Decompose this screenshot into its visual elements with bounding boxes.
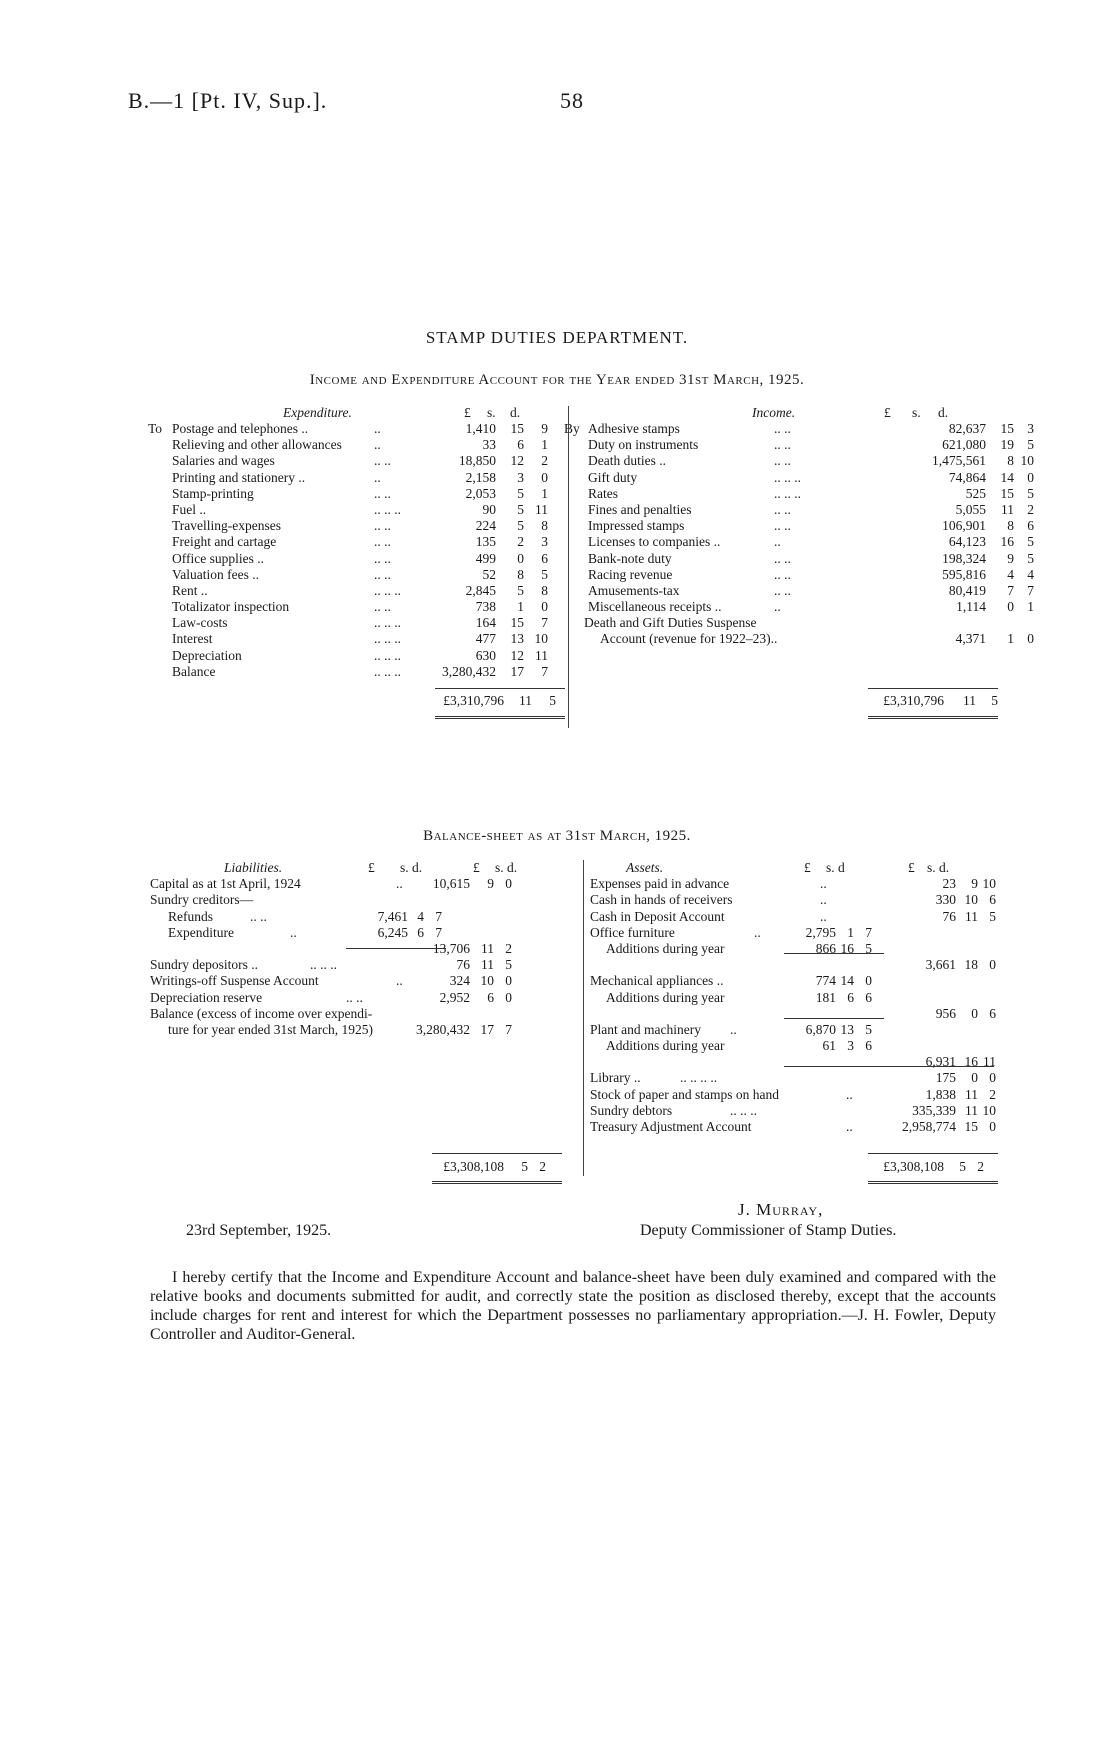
creditors-subtotal-rule <box>346 948 446 949</box>
asset-row: Cash in Deposit Account .. 76 11 5 <box>590 908 996 924</box>
expenditure-row <box>148 421 558 437</box>
col-pounds: £ <box>884 405 891 420</box>
exp-total-pence: 5 <box>549 693 556 708</box>
expenditure-row-leader: .. <box>374 437 381 453</box>
report-date: 23rd September, 1925. <box>186 1222 332 1239</box>
exp-double-rule <box>435 716 565 719</box>
income-row-leader: .. .. <box>774 550 791 566</box>
assets-total <box>848 1159 998 1175</box>
expenditure-row <box>148 453 558 469</box>
expenditure-row-leader: .. .. .. <box>374 631 401 647</box>
expenditure-row-pence: 8 <box>541 518 548 534</box>
col-shillings: s. <box>487 405 496 420</box>
expenditure-row <box>148 486 558 502</box>
income-row-pounds: 1,475,561 <box>932 453 986 469</box>
income-row-label: Account (revenue for 1922–23).. <box>600 631 778 647</box>
income-row-shillings: 8 <box>1007 453 1014 469</box>
income-row-leader: .. .. <box>774 566 791 582</box>
col-shillings-pence: s. d. <box>400 860 423 875</box>
inc-total <box>848 693 998 709</box>
income-row-shillings: 16 <box>1000 534 1014 550</box>
income-row-pounds: 74,864 <box>948 469 986 485</box>
expenditure-row <box>148 534 558 550</box>
expenditure-row <box>148 664 558 680</box>
expenditure-row-pence: 11 <box>535 647 548 663</box>
assets-total-pounds: £3,308,108 <box>883 1159 944 1174</box>
exp-total-rule <box>435 688 565 689</box>
expenditure-row-pounds: 2,158 <box>465 469 496 485</box>
exp-total-pounds: £3,310,796 <box>443 693 504 708</box>
liability-row: Expenditure .. 6,245 6 7 <box>168 924 442 940</box>
page-reference: B.—1 [Pt. IV, Sup.]. <box>128 88 328 113</box>
income-row-label: Impressed stamps <box>588 518 685 534</box>
expenditure-row-shillings: 5 <box>517 518 524 534</box>
expenditure-row-shillings: 15 <box>510 421 524 436</box>
expenditure-row-shillings: 5 <box>517 501 524 517</box>
expenditure-row-pence: 7 <box>541 663 548 679</box>
income-row <box>564 518 1034 534</box>
liability-row: Writings-off Suspense Account .. 324 10 0 <box>150 973 512 989</box>
furniture-subtotal-rule <box>784 953 884 954</box>
income-row-leader: .. .. <box>774 582 791 598</box>
expenditure-row-pounds: 224 <box>475 518 496 534</box>
exp-total <box>418 693 568 709</box>
income-row <box>564 631 1034 647</box>
inc-total-pence: 5 <box>991 693 998 708</box>
expenditure-row-pounds: 2,053 <box>465 485 496 501</box>
expenditure-row-shillings: 12 <box>510 453 524 469</box>
expenditure-row-label: Valuation fees .. <box>172 566 259 582</box>
col-shillings-pence: s. d. <box>927 860 950 875</box>
col-shillings: s. <box>912 405 921 420</box>
col-pounds: £ <box>804 860 811 875</box>
expenditure-row <box>148 648 558 664</box>
income-row-label: Duty on instruments <box>588 437 699 453</box>
liability-row: Depreciation reserve .. .. 2,952 6 0 <box>150 989 512 1005</box>
income-row-pounds: 82,637 <box>948 421 986 436</box>
assets-heading: Assets. <box>626 860 664 875</box>
col-shillings-pence: s. d. <box>495 860 518 875</box>
expenditure-row <box>148 583 558 599</box>
expenditure-row-shillings: 2 <box>517 534 524 550</box>
expenditure-row-pounds: 2,845 <box>465 582 496 598</box>
income-row <box>564 534 1034 550</box>
expenditure-row-label: Office supplies .. <box>172 550 264 566</box>
mechanical-subtotal-rule <box>784 1018 884 1019</box>
asset-row: Office furniture .. 2,795 1 7 <box>590 924 872 940</box>
income-row-label: Gift duty <box>588 469 638 485</box>
expenditure-row <box>148 470 558 486</box>
inc-total-shillings: 11 <box>963 693 976 708</box>
income-heading: Income. <box>752 405 796 420</box>
income-row <box>564 566 1034 583</box>
liab-double-rule <box>432 1181 562 1184</box>
expenditure-row-shillings: 5 <box>517 485 524 501</box>
bs-column-divider <box>583 860 584 1176</box>
expenditure-row-pounds: 33 <box>482 437 496 453</box>
expenditure-row <box>148 615 558 631</box>
expenditure-row-shillings: 5 <box>517 582 524 598</box>
income-row-pence: 6 <box>1027 518 1034 534</box>
expenditure-row-label: Salaries and wages <box>172 453 275 469</box>
income-row-label: Licenses to companies .. <box>588 534 721 550</box>
assets-total-pence: 2 <box>977 1159 984 1174</box>
expenditure-row-shillings: 0 <box>517 550 524 566</box>
income-row-pence: 5 <box>1027 485 1034 501</box>
liab-total-shillings: 5 <box>521 1159 528 1174</box>
income-row-pence: 5 <box>1027 550 1034 566</box>
asset-row: Library .. .. .. .. .. 175 0 0 <box>590 1070 996 1086</box>
income-row-pounds: 595,816 <box>942 566 986 582</box>
col-pence: d. <box>510 405 521 420</box>
income-row-shillings: 7 <box>1007 582 1014 598</box>
income-row-pence: 10 <box>1020 453 1034 469</box>
income-row-shillings: 0 <box>1007 599 1014 615</box>
plant-subtotal-rule <box>784 1066 994 1067</box>
expenditure-row-leader: .. .. .. <box>374 647 401 663</box>
income-row-shillings: 15 <box>1000 485 1014 501</box>
col-pounds: £ <box>464 405 471 420</box>
income-row-pounds: 525 <box>965 485 986 501</box>
expenditure-row-pounds: 630 <box>475 647 496 663</box>
income-row-leader: .. <box>774 534 781 550</box>
expenditure-row <box>148 631 558 647</box>
expenditure-row-label: Balance <box>172 663 216 679</box>
income-row-leader: .. .. .. <box>774 469 801 485</box>
expenditure-row-shillings: 1 <box>517 599 524 615</box>
liability-row: Capital as at 1st April, 1924 .. 10,615 9 0 <box>150 876 512 892</box>
income-row <box>564 453 1034 469</box>
expenditure-row-shillings: 15 <box>510 615 524 631</box>
expenditure-row-label: Postage and telephones .. <box>172 421 309 436</box>
income-row-shillings: 9 <box>1007 550 1014 566</box>
page-title: STAMP DUTIES DEPARTMENT. <box>425 328 689 347</box>
expenditure-row-pence: 2 <box>541 453 548 469</box>
expenditure-row-pence: 5 <box>541 566 548 582</box>
asset-row: 6,931 16 11 <box>925 1054 996 1070</box>
income-row-pence: 0 <box>1027 469 1034 485</box>
income-row-pounds: 80,419 <box>948 582 986 598</box>
expenditure-row <box>148 567 558 583</box>
income-row-pounds: 621,080 <box>942 437 986 453</box>
income-row-shillings: 15 <box>1000 421 1014 436</box>
expenditure-row-leader: .. .. <box>374 599 391 615</box>
liab-total-pounds: £3,308,108 <box>443 1159 504 1174</box>
asset-row: Cash in hands of receivers .. 330 10 6 <box>590 892 996 908</box>
expenditure-row-pence: 9 <box>541 421 548 436</box>
liability-row: 13,706 11 2 <box>432 940 512 956</box>
ie-account-table <box>148 405 1034 725</box>
expenditure-row-leader: .. <box>374 421 381 436</box>
assets-total-shillings: 5 <box>959 1159 966 1174</box>
asset-row: Additions during year 866 16 5 <box>606 940 872 956</box>
income-row-pence: 3 <box>1027 421 1034 436</box>
exp-total-shillings: 11 <box>519 693 532 708</box>
liability-row: Balance (excess of income over expendi- <box>150 1005 373 1021</box>
expenditure-row-leader: .. .. .. <box>374 582 401 598</box>
income-row-pence: 4 <box>1027 566 1034 582</box>
signatory-title: Deputy Commissioner of Stamp Duties. <box>640 1222 897 1239</box>
assets-double-rule <box>868 1181 998 1184</box>
expenditure-row-pounds: 18,850 <box>458 453 496 469</box>
income-row-pounds: 198,324 <box>942 550 986 566</box>
income-row-shillings: 1 <box>1007 631 1014 647</box>
expenditure-row-pence: 7 <box>541 615 548 631</box>
assets-table <box>590 860 1010 1170</box>
income-row-pounds: 5,055 <box>955 501 986 517</box>
expenditure-row <box>148 437 558 453</box>
expenditure-row-label: Relieving and other allowances <box>172 437 342 453</box>
expenditure-row-leader: .. .. .. <box>374 501 401 517</box>
income-row <box>564 437 1034 453</box>
expenditure-row-label: Freight and cartage <box>172 534 277 550</box>
income-row-shillings: 11 <box>1001 501 1014 517</box>
col-pounds: £ <box>473 860 480 875</box>
income-row-pence: 0 <box>1027 631 1034 647</box>
income-row <box>564 501 1034 518</box>
income-row-label: Bank-note duty <box>588 550 672 566</box>
liabilities-heading: Liabilities. <box>224 860 283 875</box>
expenditure-row-pence: 1 <box>541 485 548 501</box>
asset-row: 956 0 6 <box>935 1005 996 1021</box>
income-row-pounds: 1,114 <box>956 599 986 615</box>
ie-column-divider <box>568 406 569 728</box>
expenditure-row-pence: 1 <box>541 437 548 453</box>
expenditure-row-leader: .. .. <box>374 534 391 550</box>
liab-total-pence: 2 <box>539 1159 546 1174</box>
ie-account-title: Income and Expenditure Account for the Year ended 31st March, 1925. <box>309 372 805 388</box>
income-row <box>564 599 1034 615</box>
expenditure-row-label: Law-costs <box>172 615 228 631</box>
income-row-shillings: 14 <box>1000 469 1014 485</box>
income-row-pence: 5 <box>1027 534 1034 550</box>
income-row-label: Death and Gift Duties Suspense <box>584 615 757 631</box>
income-row-pence: 7 <box>1027 582 1034 598</box>
expenditure-row-label: Stamp-printing <box>172 485 254 501</box>
page-number: 58 <box>560 88 584 113</box>
expenditure-row-pence: 8 <box>541 582 548 598</box>
expenditure-row-pounds: 135 <box>475 534 496 550</box>
income-row-label: Fines and penalties <box>588 501 692 517</box>
income-row <box>564 615 974 631</box>
income-row-pence: 5 <box>1027 437 1034 453</box>
col-shillings-pence: s. d <box>826 860 845 875</box>
expenditure-row-shillings: 12 <box>510 647 524 663</box>
liabilities-table <box>150 860 570 1170</box>
income-row <box>564 485 1034 502</box>
income-row-leader: .. .. <box>774 518 791 534</box>
expenditure-row-pence: 11 <box>535 501 548 517</box>
expenditure-row-leader: .. .. <box>374 518 391 534</box>
income-row-shillings: 4 <box>1007 566 1014 582</box>
by-prefix: By <box>564 421 580 436</box>
asset-row: Sundry debtors .. .. .. 335,339 11 10 <box>590 1102 996 1118</box>
signatory-name: J. Murray, <box>738 1200 824 1219</box>
expenditure-row <box>148 518 558 534</box>
expenditure-row-leader: .. .. <box>374 550 391 566</box>
to-prefix: To <box>148 421 163 436</box>
expenditure-row-leader: .. .. .. <box>374 615 401 631</box>
expenditure-row <box>148 502 558 518</box>
income-row-label: Rates <box>588 485 618 501</box>
income-row-label: Adhesive stamps <box>588 421 680 436</box>
expenditure-row-label: Depreciation <box>172 647 242 663</box>
assets-total-rule <box>868 1153 998 1154</box>
asset-row: 3,661 18 0 <box>925 957 996 973</box>
income-row <box>564 550 1034 567</box>
inc-total-rule <box>868 688 998 689</box>
expenditure-row-label: Interest <box>172 631 213 647</box>
asset-row: Additions during year 181 6 6 <box>606 989 872 1005</box>
expenditure-row-label: Printing and stationery .. <box>172 469 306 485</box>
expenditure-row-leader: .. <box>374 469 381 485</box>
expenditure-row-shillings: 8 <box>517 566 524 582</box>
asset-row: Treasury Adjustment Account .. 2,958,774 15 0 <box>590 1119 996 1134</box>
income-row <box>564 582 1034 599</box>
income-row-label: Death duties .. <box>588 453 666 469</box>
income-row-shillings: 19 <box>1000 437 1014 453</box>
expenditure-row-pence: 6 <box>541 550 548 566</box>
audit-certificate: I hereby certify that the Income and Expenditure Account and balance-sheet have been duly examined and compared with the relative books and documents submitted for audit, and correctly state the position as disclosed thereby, except that the accounts include charges for rent and interest for which the Department possesses no parliamentary appropriation.—J. H. Fowler, Deputy Controller and Auditor-General. <box>150 1269 996 1343</box>
expenditure-row-shillings: 17 <box>510 663 524 679</box>
income-row-label: Amusements-tax <box>588 582 680 598</box>
income-row-leader: .. .. .. <box>774 485 801 501</box>
expenditure-row-leader: .. .. <box>374 453 391 469</box>
income-row-label: Racing revenue <box>588 566 673 582</box>
col-pounds: £ <box>368 860 375 875</box>
expenditure-row-pounds: 3,280,432 <box>442 663 496 679</box>
income-row-pounds: 64,123 <box>948 534 986 550</box>
expenditure-row-shillings: 13 <box>510 631 524 647</box>
expenditure-row-leader: .. .. .. <box>374 663 401 679</box>
expenditure-row-label: Fuel .. <box>172 501 207 517</box>
expenditure-row-pence: 3 <box>541 534 548 550</box>
asset-row: Expenses paid in advance .. 23 9 10 <box>590 876 996 892</box>
income-row-pence: 1 <box>1027 599 1034 615</box>
expenditure-row-shillings: 6 <box>517 437 524 453</box>
col-pence: d. <box>938 405 949 420</box>
expenditure-row-leader: .. .. <box>374 566 391 582</box>
expenditure-row-pence: 0 <box>541 469 548 485</box>
income-row-shillings: 8 <box>1007 518 1014 534</box>
income-row-leader: .. .. <box>774 437 791 453</box>
expenditure-row-pounds: 52 <box>482 566 496 582</box>
expenditure-row <box>148 551 558 567</box>
inc-double-rule <box>868 716 998 719</box>
income-row-label: Miscellaneous receipts .. <box>588 599 722 615</box>
income-row <box>564 421 1034 437</box>
liability-row: ture for year ended 31st March, 1925) 3,280,432 17 7 <box>168 1021 512 1037</box>
expenditure-row-label: Rent .. <box>172 582 208 598</box>
asset-row: Mechanical appliances .. 774 14 0 <box>590 973 872 989</box>
expenditure-row-pounds: 90 <box>482 501 496 517</box>
income-row-leader: .. <box>774 599 781 615</box>
expenditure-row-pounds: 1,410 <box>465 421 496 436</box>
liabilities-total <box>412 1159 562 1175</box>
expenditure-row-label: Totalizator inspection <box>172 599 290 615</box>
income-row-leader: .. .. <box>774 501 791 517</box>
income-row <box>564 469 1034 486</box>
expenditure-row-pounds: 477 <box>475 631 496 647</box>
income-row-leader: .. .. <box>774 453 791 469</box>
income-row-pounds: 4,371 <box>955 631 986 647</box>
expenditure-heading: Expenditure. <box>283 405 352 420</box>
expenditure-row-pounds: 164 <box>475 615 496 631</box>
expenditure-row-pounds: 499 <box>475 550 496 566</box>
expenditure-row <box>148 599 558 615</box>
liability-row: Sundry depositors .. .. .. .. 76 11 5 <box>150 957 512 973</box>
liability-row: Sundry creditors— <box>150 892 254 908</box>
asset-row: Stock of paper and stamps on hand .. 1,838 11 2 <box>590 1086 996 1102</box>
expenditure-row-pence: 0 <box>541 599 548 615</box>
asset-row: Plant and machinery .. 6,870 13 5 <box>590 1021 872 1037</box>
col-pounds: £ <box>908 860 915 875</box>
liab-total-rule <box>432 1153 562 1154</box>
income-row-pounds: 106,901 <box>942 518 986 534</box>
asset-row: Additions during year 61 3 6 <box>606 1038 872 1054</box>
income-row-leader: .. .. <box>774 421 791 436</box>
expenditure-row-leader: .. .. <box>374 485 391 501</box>
liability-row: Refunds .. .. 7,461 4 7 <box>168 908 442 924</box>
expenditure-row-pounds: 738 <box>475 599 496 615</box>
inc-total-pounds: £3,310,796 <box>883 693 944 708</box>
expenditure-row-label: Travelling-expenses <box>172 518 281 534</box>
expenditure-row-shillings: 3 <box>517 469 524 485</box>
income-row-pence: 2 <box>1027 501 1034 517</box>
expenditure-row-pence: 10 <box>534 631 548 647</box>
balance-sheet-title: Balance-sheet as at 31st March, 1925. <box>423 828 691 844</box>
